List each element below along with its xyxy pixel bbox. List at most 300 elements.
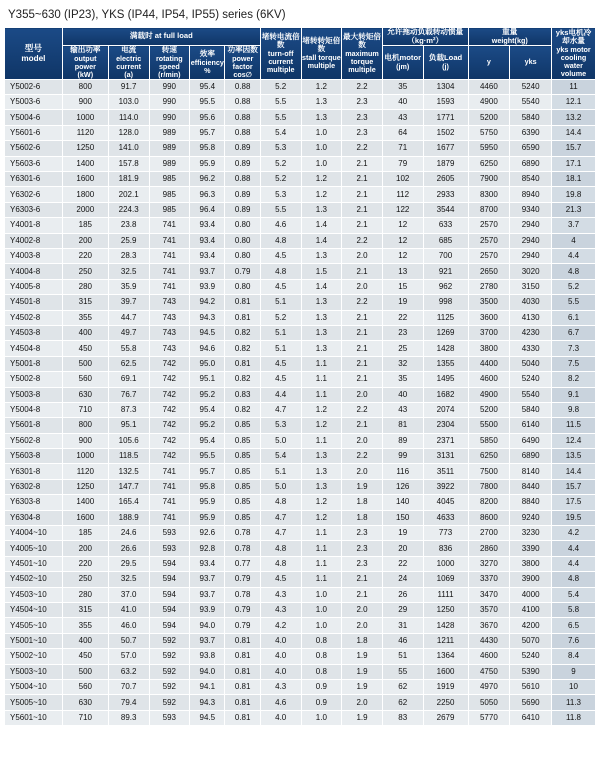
cell-value: 0.77	[225, 556, 260, 571]
cell-model: Y5601-6	[5, 125, 63, 140]
cell-value: 32.5	[108, 572, 149, 587]
cell-value: 12	[382, 233, 423, 248]
table-row	[5, 202, 596, 217]
cell-value: 19	[382, 295, 423, 310]
cell-value: 2.1	[342, 572, 383, 587]
cell-value: 2.0	[342, 387, 383, 402]
cell-value: 3390	[510, 541, 552, 556]
cell-value: 1.4	[301, 233, 342, 248]
cell-value: 31	[382, 618, 423, 633]
cell-value: 2700	[468, 526, 510, 541]
cell-value: 4.7	[260, 510, 301, 525]
cell-value: 1428	[423, 618, 468, 633]
cell-value: 224.3	[108, 202, 149, 217]
cell-value: 0.8	[301, 633, 342, 648]
header-inertia-load: 负载Load (j)	[423, 46, 468, 80]
cell-model: Y5004-6	[5, 110, 63, 125]
cell-value: 0.85	[225, 464, 260, 479]
cell-value: 1.3	[301, 310, 342, 325]
table-row	[5, 402, 596, 417]
cell-value: 594	[149, 602, 190, 617]
cell-value: 5.4	[260, 125, 301, 140]
cell-value: 315	[62, 295, 108, 310]
cell-value: 185	[62, 218, 108, 233]
cell-value: 0.81	[225, 633, 260, 648]
cell-model: Y5601-8	[5, 418, 63, 433]
cell-value: 2.1	[342, 156, 383, 171]
cell-value: 150	[382, 510, 423, 525]
cell-value: 592	[149, 664, 190, 679]
cell-value: 0.88	[225, 172, 260, 187]
cell-water-volume: 4.4	[552, 248, 596, 263]
cell-value: 44.7	[108, 310, 149, 325]
cell-value: 5840	[510, 402, 552, 417]
cell-value: 400	[62, 325, 108, 340]
cell-water-volume: 5.8	[552, 602, 596, 617]
cell-value: 450	[62, 649, 108, 664]
cell-value: 3922	[423, 479, 468, 494]
cell-model: Y5603-8	[5, 449, 63, 464]
cell-value: 2.3	[342, 541, 383, 556]
cell-value: 1120	[62, 464, 108, 479]
cell-value: 1364	[423, 649, 468, 664]
cell-value: 220	[62, 248, 108, 263]
cell-value: 95.9	[190, 510, 225, 525]
cell-value: 2.1	[342, 341, 383, 356]
cell-value: 8940	[510, 187, 552, 202]
cell-value: 8300	[468, 187, 510, 202]
cell-value: 5850	[468, 433, 510, 448]
cell-value: 95.2	[190, 418, 225, 433]
cell-value: 1.4	[301, 279, 342, 294]
cell-value: 500	[62, 356, 108, 371]
cell-value: 592	[149, 633, 190, 648]
table-row	[5, 556, 596, 571]
cell-value: 710	[62, 402, 108, 417]
cell-water-volume: 4.8	[552, 264, 596, 279]
cell-water-volume: 4.4	[552, 541, 596, 556]
cell-water-volume: 6.7	[552, 325, 596, 340]
cell-value: 55.8	[108, 341, 149, 356]
cell-value: 5.2	[260, 79, 301, 94]
cell-water-volume: 19.5	[552, 510, 596, 525]
cell-value: 95.7	[190, 464, 225, 479]
table-body	[5, 79, 596, 725]
cell-value: 1.1	[301, 556, 342, 571]
cell-value: 8700	[468, 202, 510, 217]
cell-water-volume: 5.5	[552, 295, 596, 310]
table-row	[5, 187, 596, 202]
table-row	[5, 295, 596, 310]
cell-value: 8600	[468, 510, 510, 525]
cell-model: Y4001-8	[5, 218, 63, 233]
cell-value: 0.88	[225, 125, 260, 140]
cell-value: 985	[149, 202, 190, 217]
table-row	[5, 341, 596, 356]
cell-value: 13	[382, 264, 423, 279]
cell-value: 2.1	[342, 356, 383, 371]
table-row	[5, 664, 596, 679]
cell-value: 94.0	[190, 618, 225, 633]
cell-value: 114.0	[108, 110, 149, 125]
cell-value: 1919	[423, 679, 468, 694]
cell-model: Y5004~10	[5, 679, 63, 694]
header-max-torque: 最大转矩倍数 maximum torque multiple	[342, 28, 383, 80]
cell-value: 800	[62, 79, 108, 94]
cell-value: 2.2	[342, 233, 383, 248]
cell-value: 95.5	[190, 95, 225, 110]
cell-value: 4970	[468, 679, 510, 694]
cell-value: 5.1	[260, 325, 301, 340]
cell-value: 0.85	[225, 449, 260, 464]
cell-value: 0.82	[225, 341, 260, 356]
cell-value: 1.1	[301, 433, 342, 448]
cell-model: Y5002-6	[5, 79, 63, 94]
cell-value: 985	[149, 172, 190, 187]
cell-value: 95.0	[190, 356, 225, 371]
table-row	[5, 372, 596, 387]
cell-value: 630	[62, 695, 108, 710]
cell-value: 1.0	[301, 602, 342, 617]
cell-model: Y4005-8	[5, 279, 63, 294]
cell-value: 1304	[423, 79, 468, 94]
cell-value: 63.2	[108, 664, 149, 679]
cell-model: Y4003-8	[5, 248, 63, 263]
cell-value: 900	[62, 433, 108, 448]
cell-value: 1.5	[301, 264, 342, 279]
cell-value: 1.1	[301, 572, 342, 587]
cell-value: 1250	[62, 479, 108, 494]
cell-value: 0.80	[225, 218, 260, 233]
cell-model: Y6303-6	[5, 202, 63, 217]
cell-value: 990	[149, 95, 190, 110]
cell-value: 4330	[510, 341, 552, 356]
cell-value: 1.2	[301, 187, 342, 202]
table-row	[5, 79, 596, 94]
cell-value: 118.5	[108, 449, 149, 464]
cell-water-volume: 19.8	[552, 187, 596, 202]
cell-value: 5240	[510, 649, 552, 664]
cell-value: 1.0	[301, 156, 342, 171]
table-row	[5, 279, 596, 294]
cell-value: 0.80	[225, 279, 260, 294]
cell-value: 1879	[423, 156, 468, 171]
table-row	[5, 649, 596, 664]
cell-value: 1.2	[301, 79, 342, 94]
cell-value: 1.3	[301, 95, 342, 110]
cell-value: 23.8	[108, 218, 149, 233]
cell-value: 95.4	[190, 79, 225, 94]
cell-model: Y4005~10	[5, 541, 63, 556]
cell-value: 24.6	[108, 526, 149, 541]
cell-value: 5.0	[260, 433, 301, 448]
cell-value: 2.1	[342, 172, 383, 187]
cell-value: 3570	[468, 602, 510, 617]
cell-value: 1.1	[301, 387, 342, 402]
table-row	[5, 233, 596, 248]
cell-model: Y5602-8	[5, 433, 63, 448]
table-row	[5, 572, 596, 587]
cell-value: 4600	[468, 372, 510, 387]
table-row	[5, 110, 596, 125]
cell-value: 592	[149, 679, 190, 694]
cell-water-volume: 4	[552, 233, 596, 248]
cell-value: 450	[62, 341, 108, 356]
cell-model: Y5003~10	[5, 664, 63, 679]
cell-value: 742	[149, 433, 190, 448]
cell-value: 128.0	[108, 125, 149, 140]
cell-value: 126	[382, 479, 423, 494]
cell-value: 5540	[510, 387, 552, 402]
cell-value: 741	[149, 479, 190, 494]
header-stall-torque: 堵转转矩倍数 stall torque multiple	[301, 28, 342, 80]
cell-value: 743	[149, 325, 190, 340]
table-row	[5, 449, 596, 464]
table-row	[5, 541, 596, 556]
cell-value: 1.3	[301, 248, 342, 263]
cell-water-volume: 10	[552, 679, 596, 694]
cell-value: 1400	[62, 156, 108, 171]
cell-value: 1771	[423, 110, 468, 125]
cell-value: 4.5	[260, 356, 301, 371]
cell-value: 181.9	[108, 172, 149, 187]
cell-value: 93.9	[190, 279, 225, 294]
cell-value: 28.3	[108, 248, 149, 263]
cell-value: 990	[149, 110, 190, 125]
cell-value: 836	[423, 541, 468, 556]
table-row	[5, 418, 596, 433]
cell-value: 998	[423, 295, 468, 310]
cell-value: 5.3	[260, 141, 301, 156]
cell-value: 81	[382, 418, 423, 433]
cell-water-volume: 5.2	[552, 279, 596, 294]
cell-water-volume: 6.1	[552, 310, 596, 325]
cell-model: Y5602-6	[5, 141, 63, 156]
cell-value: 2.3	[342, 95, 383, 110]
cell-value: 0.78	[225, 526, 260, 541]
cell-value: 1.0	[301, 618, 342, 633]
cell-value: 95.9	[190, 156, 225, 171]
cell-value: 4.5	[260, 372, 301, 387]
cell-value: 6140	[510, 418, 552, 433]
cell-value: 4.3	[260, 679, 301, 694]
cell-value: 2304	[423, 418, 468, 433]
cell-value: 1600	[62, 172, 108, 187]
cell-value: 5.0	[260, 479, 301, 494]
cell-value: 89	[382, 433, 423, 448]
cell-value: 4.0	[260, 649, 301, 664]
cell-value: 1677	[423, 141, 468, 156]
cell-value: 1120	[62, 125, 108, 140]
cell-value: 2.1	[342, 202, 383, 217]
cell-value: 93.7	[190, 633, 225, 648]
cell-value: 94.0	[190, 664, 225, 679]
cell-value: 5.1	[260, 295, 301, 310]
cell-value: 12	[382, 248, 423, 263]
cell-value: 0.9	[301, 695, 342, 710]
cell-water-volume: 13.2	[552, 110, 596, 125]
cell-value: 20	[382, 541, 423, 556]
cell-value: 742	[149, 449, 190, 464]
cell-value: 1.8	[342, 495, 383, 510]
cell-value: 147.7	[108, 479, 149, 494]
cell-value: 0.83	[225, 387, 260, 402]
cell-value: 32.5	[108, 264, 149, 279]
cell-value: 79.4	[108, 695, 149, 710]
cell-value: 89.3	[108, 710, 149, 725]
cell-value: 4.8	[260, 264, 301, 279]
cell-water-volume: 13.5	[552, 449, 596, 464]
cell-value: 280	[62, 587, 108, 602]
cell-value: 1.0	[301, 710, 342, 725]
cell-value: 8200	[468, 495, 510, 510]
cell-water-volume: 15.7	[552, 479, 596, 494]
cell-value: 2940	[510, 248, 552, 263]
cell-model: Y6304-8	[5, 510, 63, 525]
cell-value: 3270	[468, 556, 510, 571]
cell-value: 560	[62, 679, 108, 694]
cell-model: Y4501~10	[5, 556, 63, 571]
cell-value: 6250	[468, 449, 510, 464]
cell-value: 741	[149, 218, 190, 233]
cell-value: 4.7	[260, 526, 301, 541]
header-weight-y: y	[468, 46, 510, 80]
table-row	[5, 356, 596, 371]
cell-water-volume: 9	[552, 664, 596, 679]
cell-value: 92.6	[190, 526, 225, 541]
cell-value: 1.3	[301, 479, 342, 494]
cell-water-volume: 8.4	[552, 649, 596, 664]
cell-value: 2000	[62, 202, 108, 217]
cell-value: 5950	[468, 141, 510, 156]
cell-water-volume: 4.2	[552, 526, 596, 541]
cell-value: 741	[149, 279, 190, 294]
cell-value: 2.1	[342, 325, 383, 340]
table-row	[5, 433, 596, 448]
cell-value: 105.6	[108, 433, 149, 448]
cell-value: 0.89	[225, 187, 260, 202]
cell-value: 92.8	[190, 541, 225, 556]
cell-value: 94.5	[190, 325, 225, 340]
cell-value: 0.88	[225, 79, 260, 94]
cell-value: 19	[382, 526, 423, 541]
cell-value: 4.3	[260, 602, 301, 617]
cell-water-volume: 5.4	[552, 587, 596, 602]
cell-model: Y5005~10	[5, 695, 63, 710]
cell-model: Y6301-8	[5, 464, 63, 479]
cell-value: 141.0	[108, 141, 149, 156]
cell-value: 4430	[468, 633, 510, 648]
cell-value: 95.2	[190, 387, 225, 402]
cell-value: 25	[382, 341, 423, 356]
cell-value: 4.5	[260, 572, 301, 587]
cell-water-volume: 11.8	[552, 710, 596, 725]
cell-value: 40	[382, 387, 423, 402]
cell-model: Y5002~10	[5, 649, 63, 664]
cell-value: 8840	[510, 495, 552, 510]
cell-value: 95.8	[190, 479, 225, 494]
cell-value: 4.5	[260, 279, 301, 294]
cell-value: 4.6	[260, 695, 301, 710]
cell-value: 2.1	[342, 372, 383, 387]
cell-value: 685	[423, 233, 468, 248]
cell-value: 989	[149, 156, 190, 171]
cell-value: 9340	[510, 202, 552, 217]
cell-value: 1069	[423, 572, 468, 587]
cell-value: 116	[382, 464, 423, 479]
cell-value: 112	[382, 187, 423, 202]
cell-value: 94.3	[190, 310, 225, 325]
cell-value: 280	[62, 279, 108, 294]
cell-model: Y5004-8	[5, 402, 63, 417]
cell-value: 5.1	[260, 341, 301, 356]
cell-value: 24	[382, 572, 423, 587]
cell-value: 5.5	[260, 110, 301, 125]
cell-value: 2940	[510, 233, 552, 248]
cell-water-volume: 7.5	[552, 356, 596, 371]
cell-value: 103.0	[108, 95, 149, 110]
cell-value: 9240	[510, 510, 552, 525]
cell-value: 1.1	[301, 372, 342, 387]
cell-value: 95.1	[190, 372, 225, 387]
cell-value: 157.8	[108, 156, 149, 171]
cell-value: 39.7	[108, 295, 149, 310]
cell-value: 0.81	[225, 710, 260, 725]
cell-value: 989	[149, 141, 190, 156]
cell-value: 250	[62, 264, 108, 279]
cell-value: 1.0	[301, 125, 342, 140]
cell-value: 633	[423, 218, 468, 233]
cell-value: 2.2	[342, 402, 383, 417]
cell-value: 5.3	[260, 187, 301, 202]
cell-value: 0.8	[301, 664, 342, 679]
cell-value: 3150	[510, 279, 552, 294]
cell-value: 2.1	[342, 218, 383, 233]
cell-value: 0.81	[225, 679, 260, 694]
cell-value: 5050	[468, 695, 510, 710]
cell-value: 95.4	[190, 402, 225, 417]
cell-value: 35	[382, 79, 423, 94]
cell-value: 2.3	[342, 556, 383, 571]
cell-value: 743	[149, 341, 190, 356]
cell-value: 2570	[468, 248, 510, 263]
table-row	[5, 464, 596, 479]
table-row	[5, 510, 596, 525]
cell-value: 900	[62, 95, 108, 110]
cell-model: Y4004~10	[5, 526, 63, 541]
cell-value: 23	[382, 325, 423, 340]
cell-value: 1.9	[342, 664, 383, 679]
cell-value: 37.0	[108, 587, 149, 602]
cell-value: 26.6	[108, 541, 149, 556]
cell-model: Y4505~10	[5, 618, 63, 633]
cell-model: Y6303-8	[5, 495, 63, 510]
cell-value: 96.4	[190, 202, 225, 217]
cell-value: 1.9	[342, 710, 383, 725]
cell-value: 1.1	[301, 526, 342, 541]
cell-value: 8440	[510, 479, 552, 494]
cell-value: 32	[382, 356, 423, 371]
cell-value: 921	[423, 264, 468, 279]
cell-value: 102	[382, 172, 423, 187]
table-row	[5, 325, 596, 340]
table-row	[5, 710, 596, 725]
cell-value: 95.4	[190, 433, 225, 448]
cell-value: 3800	[510, 556, 552, 571]
cell-value: 29	[382, 602, 423, 617]
cell-value: 93.4	[190, 233, 225, 248]
cell-value: 29.5	[108, 556, 149, 571]
